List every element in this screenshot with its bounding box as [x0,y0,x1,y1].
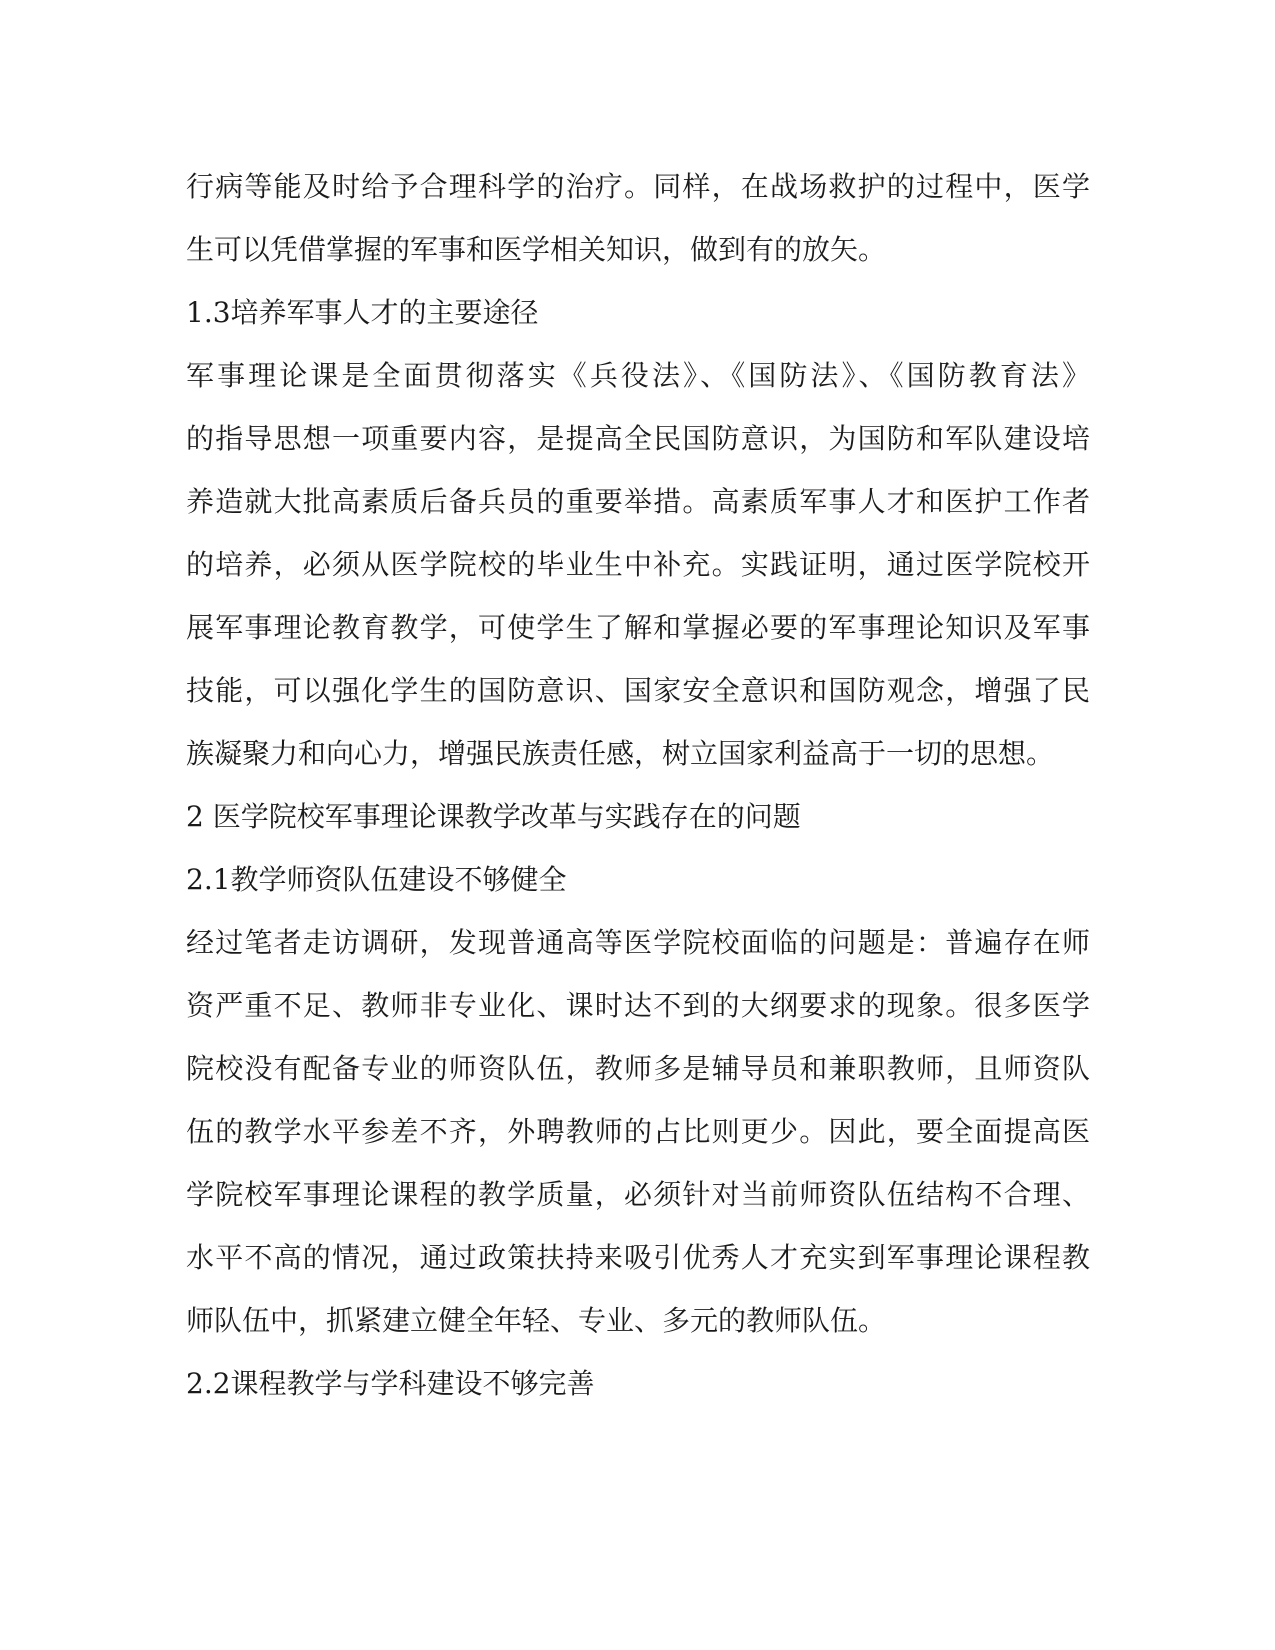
section-heading: 2.2课程教学与学科建设不够完善 [186,1367,595,1400]
document-body [186,155,1090,1415]
body-text-line: 军事理论课是全面贯彻落实《兵役法》、《国防法》、《国防教育法》 [186,359,1090,392]
section-heading: 1.3培养军事人才的主要途径 [186,296,539,329]
body-text-line: 的培养，必须从医学院校的毕业生中补充。实践证明，通过医学院校开 [186,548,1090,581]
body-text-line: 经过笔者走访调研，发现普通高等医学院校面临的问题是：普遍存在师 [186,926,1090,959]
body-text-line: 学院校军事理论课程的教学质量，必须针对当前师资队伍结构不合理、 [186,1178,1090,1211]
body-text-line: 资严重不足、教师非专业化、课时达不到的大纲要求的现象。很多医学 [186,989,1090,1022]
body-text-line: 族凝聚力和向心力，增强民族责任感，树立国家利益高于一切的思想。 [186,737,1055,770]
chapter-heading: 2 医学院校军事理论课教学改革与实践存在的问题 [186,800,801,833]
section-heading: 2.1教学师资队伍建设不够健全 [186,863,567,896]
body-text-line: 展军事理论教育教学，可使学生了解和掌握必要的军事理论知识及军事 [186,611,1090,644]
body-text-line: 的指导思想一项重要内容，是提高全民国防意识，为国防和军队建设培 [186,422,1090,455]
body-text-line: 技能，可以强化学生的国防意识、国家安全意识和国防观念，增强了民 [186,674,1090,707]
body-text-line: 养造就大批高素质后备兵员的重要举措。高素质军事人才和医护工作者 [186,485,1090,518]
body-text-line: 水平不高的情况，通过政策扶持来吸引优秀人才充实到军事理论课程教 [186,1241,1090,1274]
body-text-line: 行病等能及时给予合理科学的治疗。同样，在战场救护的过程中，医学 [186,170,1090,203]
body-text-line: 伍的教学水平参差不齐，外聘教师的占比则更少。因此，要全面提高医 [186,1115,1090,1148]
body-text-line: 院校没有配备专业的师资队伍，教师多是辅导员和兼职教师，且师资队 [186,1052,1090,1085]
body-text-line: 生可以凭借掌握的军事和医学相关知识，做到有的放矢。 [186,233,887,266]
body-text-line: 师队伍中，抓紧建立健全年轻、专业、多元的教师队伍。 [186,1304,887,1337]
